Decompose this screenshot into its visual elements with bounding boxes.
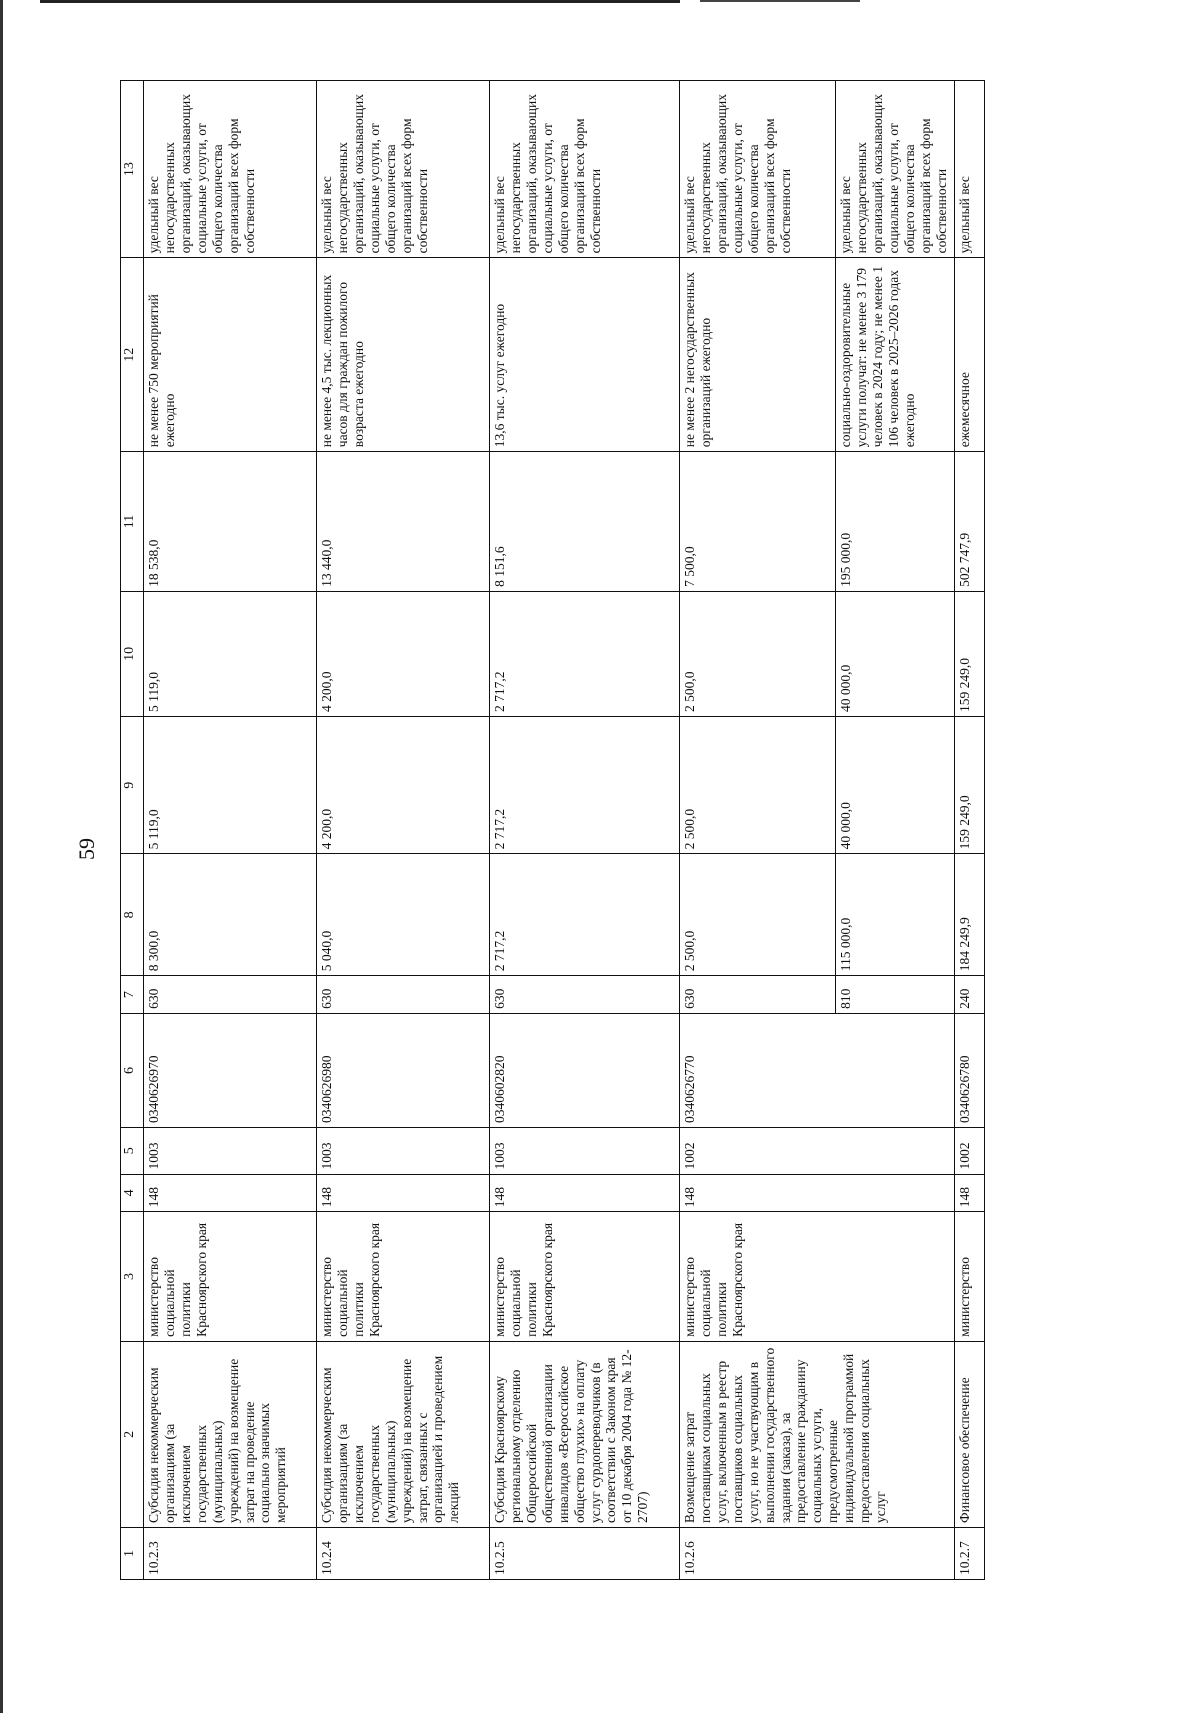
gbrs-code: 148 bbox=[144, 1174, 317, 1212]
amount-year-1: 184 249,9 bbox=[955, 854, 985, 976]
expense-type-code: 810 bbox=[836, 976, 955, 1014]
responsible-body: министерство bbox=[955, 1212, 985, 1342]
scan-left-edge bbox=[0, 0, 3, 1713]
amount-year-3: 2 500,0 bbox=[680, 591, 836, 716]
column-header: 7 bbox=[121, 976, 144, 1014]
amount-year-3: 2 717,2 bbox=[490, 591, 680, 716]
amount-year-1: 5 040,0 bbox=[317, 854, 490, 976]
section-code: 1003 bbox=[144, 1128, 317, 1175]
amount-year-1: 115 000,0 bbox=[836, 854, 955, 976]
amount-year-2: 4 200,0 bbox=[317, 717, 490, 854]
expected-result: не менее 4,5 тыс. лекционных часов для граждан пожилого возраста ежегодно bbox=[317, 258, 490, 452]
target-article-code: 0340626980 bbox=[317, 1013, 490, 1127]
column-header: 1 bbox=[121, 1527, 144, 1579]
column-number-header-row bbox=[121, 81, 144, 1580]
measure-name: Возмещение затрат поставщикам социальных услуг, включенным в реестр поставщиков социальных услуг, но не участвующим в выполнении государственного задания (заказа), за предоставление гражданину социальных услуги, предусмотренные индивидуальной программой предоставления социальных услуг bbox=[680, 1341, 955, 1527]
target-indicator: удельный вес негосударственных организаций, оказывающих социальные услуги, от общего количества организаций всех форм собственности bbox=[490, 81, 680, 258]
column-header: 11 bbox=[121, 452, 144, 592]
amount-year-3: 5 119,0 bbox=[144, 591, 317, 716]
target-article-code: 0340626780 bbox=[955, 1013, 985, 1127]
amount-total: 8 151,6 bbox=[490, 452, 680, 592]
measure-name: Субсидия Красноярскому региональному отделению Общероссийской общественной организации инвалидов «Всероссийское общество глухих» на оплату услуг сурдопереводчиков (в соответствии с Законом края от 10 декабря 2004 года № 12-2707) bbox=[490, 1341, 680, 1527]
table-row bbox=[317, 81, 490, 1580]
responsible-body: министерство социальной политики Красноярского края bbox=[490, 1212, 680, 1342]
section-code: 1002 bbox=[955, 1128, 985, 1175]
responsible-body: министерство социальной политики Красноярского края bbox=[144, 1212, 317, 1342]
row-number: 10.2.6 bbox=[680, 1527, 955, 1579]
column-header: 3 bbox=[121, 1212, 144, 1342]
measure-name: Финансовое обеспечение bbox=[955, 1341, 985, 1527]
expense-type-code: 630 bbox=[680, 976, 836, 1014]
gbrs-code: 148 bbox=[317, 1174, 490, 1212]
amount-total: 7 500,0 bbox=[680, 452, 836, 592]
expense-type-code: 630 bbox=[490, 976, 680, 1014]
column-header: 6 bbox=[121, 1013, 144, 1127]
expense-type-code: 630 bbox=[317, 976, 490, 1014]
program-measures-table bbox=[120, 80, 985, 1580]
gbrs-code: 148 bbox=[490, 1174, 680, 1212]
responsible-body: министерство социальной политики Красноярского края bbox=[317, 1212, 490, 1342]
amount-year-2: 40 000,0 bbox=[836, 717, 955, 854]
expected-result: социально-оздоровительные услуги получат: не менее 3 179 человек в 2024 году; не менее 1 106 человек в 2025–2026 годах ежегодно bbox=[836, 258, 955, 452]
amount-year-2: 159 249,0 bbox=[955, 717, 985, 854]
column-header: 2 bbox=[121, 1341, 144, 1527]
gbrs-code: 148 bbox=[680, 1174, 955, 1212]
amount-year-3: 40 000,0 bbox=[836, 591, 955, 716]
expected-result: не менее 750 мероприятий ежегодно bbox=[144, 258, 317, 452]
scan-top-edge bbox=[40, 0, 680, 3]
amount-year-3: 4 200,0 bbox=[317, 591, 490, 716]
table-row bbox=[490, 81, 680, 1580]
target-article-code: 0340626770 bbox=[680, 1013, 955, 1127]
target-indicator: удельный вес негосударственных организаций, оказывающих социальные услуги, от общего количества организаций всех форм собственности bbox=[144, 81, 317, 258]
target-indicator: удельный вес bbox=[955, 81, 985, 258]
amount-total: 13 440,0 bbox=[317, 452, 490, 592]
table-row bbox=[955, 81, 985, 1580]
column-header: 12 bbox=[121, 258, 144, 452]
column-header: 13 bbox=[121, 81, 144, 258]
expense-type-code: 630 bbox=[144, 976, 317, 1014]
row-number: 10.2.4 bbox=[317, 1527, 490, 1579]
row-number: 10.2.7 bbox=[955, 1527, 985, 1579]
column-header: 9 bbox=[121, 717, 144, 854]
section-code: 1003 bbox=[490, 1128, 680, 1175]
scan-top-edge-secondary bbox=[700, 0, 860, 2]
expected-result: не менее 2 негосударственных организаций ежегодно bbox=[680, 258, 836, 452]
table-row bbox=[680, 81, 836, 1580]
target-article-code: 0340602820 bbox=[490, 1013, 680, 1127]
target-indicator: удельный вес негосударственных организаций, оказывающих социальные услуги, от общего количества организаций всех форм собственности bbox=[317, 81, 490, 258]
amount-year-1: 8 300,0 bbox=[144, 854, 317, 976]
target-indicator: удельный вес негосударственных организаций, оказывающих социальные услуги, от общего количества организаций всех форм собственности bbox=[680, 81, 836, 258]
gbrs-code: 148 bbox=[955, 1174, 985, 1212]
column-header: 4 bbox=[121, 1174, 144, 1212]
amount-year-3: 159 249,0 bbox=[955, 591, 985, 716]
page-number: 59 bbox=[74, 838, 99, 860]
rotated-table-wrapper bbox=[120, 80, 1078, 1580]
target-article-code: 0340626970 bbox=[144, 1013, 317, 1127]
amount-total: 18 538,0 bbox=[144, 452, 317, 592]
row-number: 10.2.5 bbox=[490, 1527, 680, 1579]
amount-year-1: 2 717,2 bbox=[490, 854, 680, 976]
section-code: 1003 bbox=[317, 1128, 490, 1175]
target-indicator: удельный вес негосударственных организаций, оказывающих социальные услуги, от общего количества организаций всех форм собственности bbox=[836, 81, 955, 258]
measure-name: Субсидия некоммерческим организациям (за исключением государственных (муниципальных) учреждений) на возмещение затрат, связанных с организацией и проведением лекций bbox=[317, 1341, 490, 1527]
column-header: 5 bbox=[121, 1128, 144, 1175]
table-row bbox=[144, 81, 317, 1580]
row-number: 10.2.3 bbox=[144, 1527, 317, 1579]
expected-result: 13,6 тыс. услуг ежегодно bbox=[490, 258, 680, 452]
amount-total: 195 000,0 bbox=[836, 452, 955, 592]
responsible-body: министерство социальной политики Красноярского края bbox=[680, 1212, 955, 1342]
amount-year-2: 2 500,0 bbox=[680, 717, 836, 854]
amount-total: 502 747,9 bbox=[955, 452, 985, 592]
amount-year-1: 2 500,0 bbox=[680, 854, 836, 976]
column-header: 10 bbox=[121, 591, 144, 716]
section-code: 1002 bbox=[680, 1128, 955, 1175]
amount-year-2: 5 119,0 bbox=[144, 717, 317, 854]
amount-year-2: 2 717,2 bbox=[490, 717, 680, 854]
expense-type-code: 240 bbox=[955, 976, 985, 1014]
measure-name: Субсидия некоммерческим организациям (за исключением государственных (муниципальных) учреждений) на возмещение затрат на проведение социально значимых мероприятий bbox=[144, 1341, 317, 1527]
expected-result: ежемесячное bbox=[955, 258, 985, 452]
column-header: 8 bbox=[121, 854, 144, 976]
